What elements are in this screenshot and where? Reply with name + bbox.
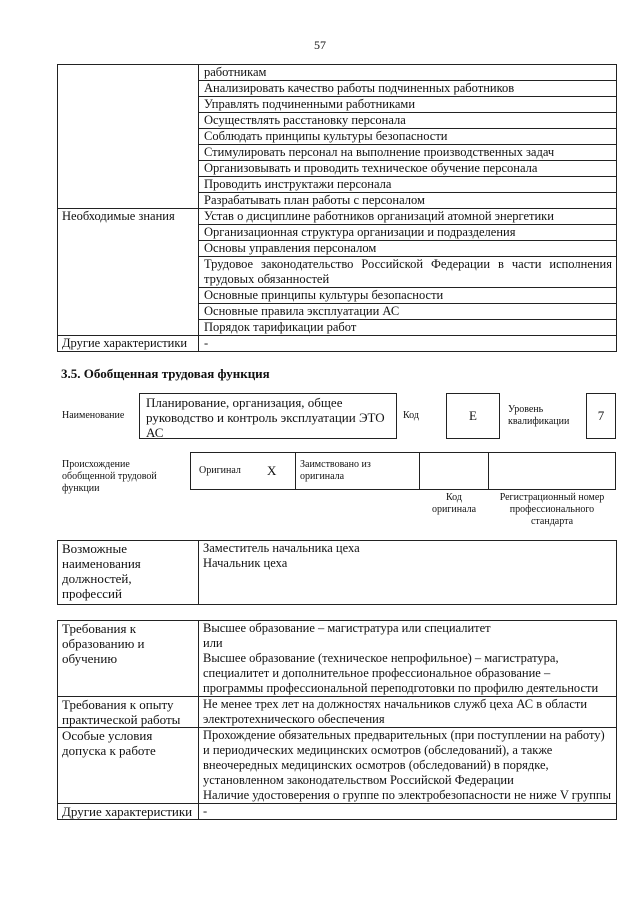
table-row	[58, 209, 617, 225]
education-line: Высшее образование (техническое непрофильное) – магистратура, специалитет и дополнительное профессиональное образование – программы профессиональной переподготовки по профилю деятельности	[203, 651, 599, 695]
origin-label: Происхождение обобщенной трудовой функции	[62, 459, 157, 494]
knowledge-label: Необходимые знания	[58, 209, 199, 336]
special-conditions-line: Прохождение обязательных предварительных (при поступлении на работу) и периодических медицинских осмотров (обследований), а также внеочередных медицинских осмотров (обследований) в порядке, установленном законодательством Российской Федерации	[203, 728, 605, 787]
knowledge-item: Основные правила эксплуатации АС	[199, 304, 617, 320]
knowledge-item: Основные принципы культуры безопасности	[199, 288, 617, 304]
position-item: Заместитель начальника цеха	[203, 541, 360, 555]
skills-label-cell	[58, 65, 199, 209]
education-values	[199, 621, 617, 697]
positions-table	[57, 540, 617, 605]
education-label: Требования к образованию и обучению	[58, 621, 199, 697]
knowledge-item: Устав о дисциплине работников организаций атомной энергетики	[199, 209, 617, 225]
original-cell	[190, 452, 296, 490]
name-label: Наименование	[62, 410, 125, 421]
skill-item: Проводить инструктажи персонала	[199, 177, 617, 193]
other-characteristics-values	[199, 804, 617, 820]
education-line: Высшее образование – магистратура или специалитет	[203, 621, 491, 635]
table-row	[58, 697, 617, 728]
skill-item: Организовывать и проводить техническое обучение персонала	[199, 161, 617, 177]
skill-item: Анализировать качество работы подчиненных работников	[199, 81, 617, 97]
level-value-box: 7	[586, 393, 616, 439]
experience-label: Требования к опыту практической работы	[58, 697, 199, 728]
level-label: Уровень квалификации	[508, 404, 570, 427]
skill-item: Соблюдать принципы культуры безопасности	[199, 129, 617, 145]
special-conditions-values	[199, 728, 617, 804]
skill-item: Управлять подчиненными работниками	[199, 97, 617, 113]
other-characteristics-label: Другие характеристики	[58, 336, 199, 352]
knowledge-item: Основы управления персоналом	[199, 241, 617, 257]
education-line: или	[203, 636, 223, 650]
reg-number-cell	[488, 452, 616, 490]
code-original-caption: Код оригинала	[431, 492, 477, 515]
skill-item: работникам	[199, 65, 617, 81]
table-row	[58, 804, 617, 820]
section-title: 3.5. Обобщенная трудовая функция	[61, 366, 270, 381]
code-value-box: E	[446, 393, 500, 439]
table-row	[58, 336, 617, 352]
knowledge-item: Трудовое законодательство Российской Федерации в части исполнения трудовых обязанностей	[199, 257, 617, 288]
positions-values	[199, 541, 617, 605]
table-row	[58, 621, 617, 697]
original-label: Оригинал	[199, 465, 241, 476]
other-characteristics-line: -	[203, 804, 208, 818]
page-number: 57	[314, 38, 326, 52]
code-label: Код	[403, 410, 419, 421]
special-conditions-label: Особые условия допуска к работе	[58, 728, 199, 804]
code-original-cell	[419, 452, 489, 490]
special-conditions-line: Наличие удостоверения о группе по электробезопасности не ниже V группы	[203, 788, 611, 802]
table-row	[58, 541, 617, 605]
knowledge-item: Организационная структура организации и подразделения	[199, 225, 617, 241]
other-characteristics-label: Другие характеристики	[58, 804, 199, 820]
function-name-box: Планирование, организация, общее руководство и контроль эксплуатации ЭТО АС	[139, 393, 397, 439]
skills-knowledge-table	[57, 64, 617, 352]
knowledge-item: Порядок тарификации работ	[199, 320, 617, 336]
positions-label: Возможные наименования должностей, профессий	[58, 541, 199, 605]
table-row	[58, 65, 617, 81]
borrowed-cell: Заимствовано из оригинала	[295, 452, 420, 490]
reg-number-caption: Регистрационный номер профессионального стандарта	[499, 492, 605, 527]
skill-item: Осуществлять расстановку персонала	[199, 113, 617, 129]
other-characteristics-value: -	[199, 336, 617, 352]
requirements-table	[57, 620, 617, 820]
skill-item: Стимулировать персонал на выполнение производственных задач	[199, 145, 617, 161]
experience-values	[199, 697, 617, 728]
position-item: Начальник цеха	[203, 556, 288, 570]
experience-line: Не менее трех лет на должностях начальников служб цеха АС в области электротехнического обеспечения	[203, 697, 588, 726]
original-mark: X	[267, 463, 277, 478]
skill-item: Разрабатывать план работы с персоналом	[199, 193, 617, 209]
table-row	[58, 728, 617, 804]
